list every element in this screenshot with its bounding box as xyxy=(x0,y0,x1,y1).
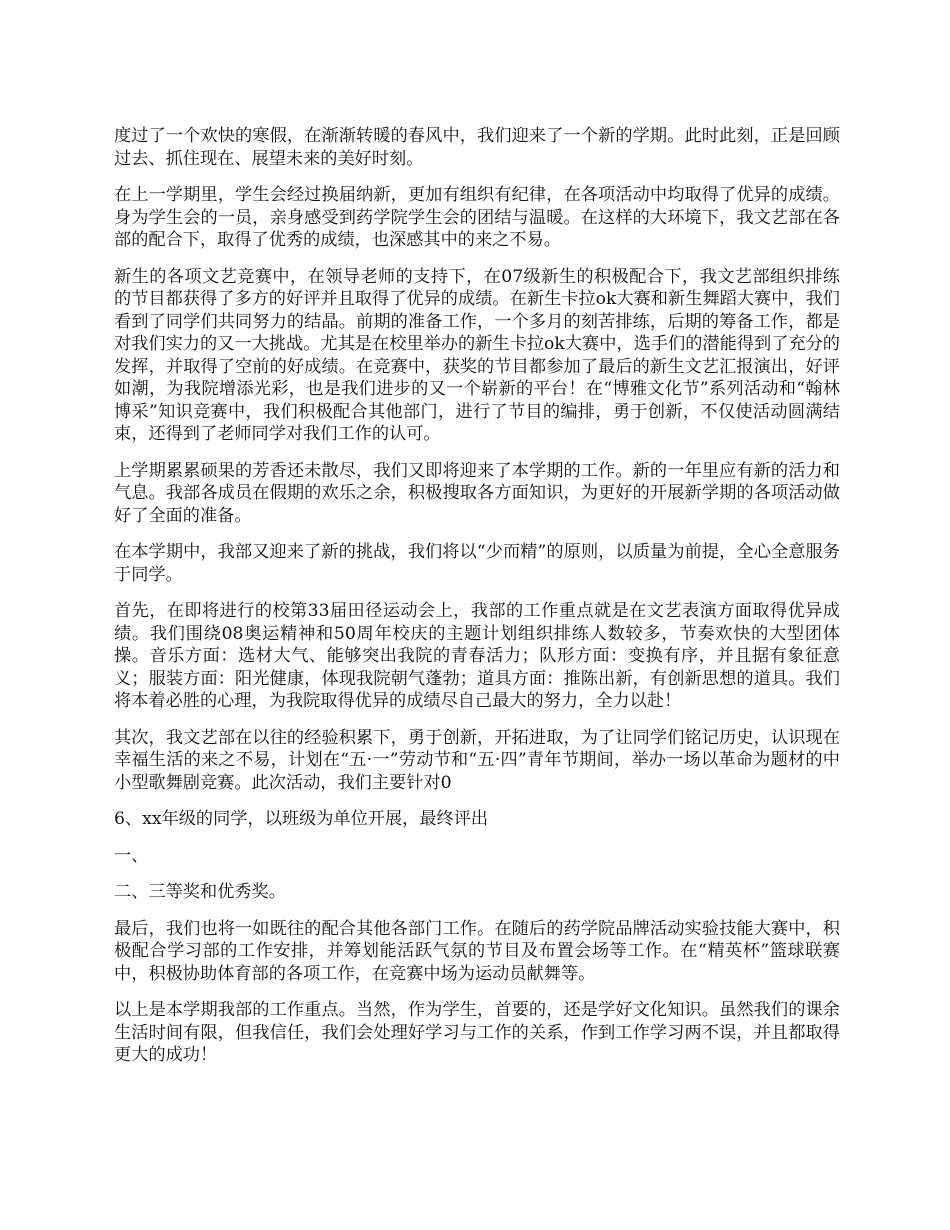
paragraph-first-prize-marker: 一、 xyxy=(114,845,149,866)
paragraph-new-semester-preparation: 上学期累累硕果的芳香还未散尽，我们又即将迎来了本学期的工作。新的一年里应有新的活力和气息。我部各成员在假期的欢乐之余，积极搜取各方面知识，为更好的开展新学期的各项活动做好了全面的准备。 xyxy=(114,460,840,526)
paragraph-last-semester-review: 在上一学期里，学生会经过换届纳新，更加有组织有纪律，在各项活动中均取得了优异的成绩。身为学生会的一员，亲身感受到药学院学生会的团结与温暖。在这样的大环境下，我文艺部在各部的配合下，取得了优秀的成绩，也深感其中的来之不易。 xyxy=(114,185,840,250)
paragraph-second-third-prizes: 二、三等奖和优秀奖。 xyxy=(114,882,286,902)
paragraph-grade-units: 6、xx年级的同学，以班级为单位开展，最终评出 xyxy=(114,809,489,829)
document-body xyxy=(114,125,840,1081)
paragraph-conclusion: 以上是本学期我部的工作重点。当然，作为学生，首要的，还是学好文化知识。虽然我们的课余生活时间有限，但我信任，我们会处理好学习与工作的关系，作到工作学习两不误，并且都取得更大的成功！ xyxy=(114,1000,840,1065)
paragraph-winter-break-intro: 度过了一个欢快的寒假，在渐渐转暖的春风中，我们迎来了一个新的学期。此时此刻，正是回顾过去、抓住现在、展望未来的美好时刻。 xyxy=(114,126,840,169)
paragraph-cooperation-plan: 最后，我们也将一如既往的配合其他各部门工作。在随后的药学院品牌活动实验技能大赛中，积极配合学习部的工作安排，并筹划能活跃气氛的节目及布置会场等工作。在“精英杯”篮球联赛中，积极协助体育部的各项工作，在竞赛中场为运动员献舞等。 xyxy=(114,918,840,984)
paragraph-new-challenges: 在本学期中，我部又迎来了新的挑战，我们将以“少而精”的原则，以质量为前提，全心全意服务于同学。 xyxy=(114,542,840,585)
paragraph-sports-meeting-plan: 首先，在即将进行的校第33届田径运动会上，我部的工作重点就是在文艺表演方面取得优异成绩。我们围绕08奥运精神和50周年校庆的主题计划组织排练人数较多，节奏欢快的大型团体操。音乐方面：选材大气、能够突出我院的青春活力；队形方面：变换有序，并且据有象征意义；服装方面：阳光健康，体现我院朝气蓬勃；道具方面：推陈出新，有创新思想的道具。我们将本着必胜的心理，为我院取得优异的成绩尽自己最大的努力，全力以赴！ xyxy=(114,601,840,711)
paragraph-freshman-competitions: 新生的各项文艺竞赛中，在领导老师的支持下，在07级新生的积极配合下，我文艺部组织排练的节目都获得了多方的好评并且取得了优异的成绩。在新生卡拉ok大赛和新生舞蹈大赛中，我们看到了同学们共同努力的结晶。前期的准备工作，一个多月的刻苦排练，后期的筹备工作，都是对我们实力的又一大挑战。尤其是在校里举办的新生卡拉ok大赛中，选手们的潜能得到了充分的发挥，并取得了空前的好成绩。在竞赛中，获奖的节目都参加了最后的新生文艺汇报演出，好评如潮，为我院增添光彩，也是我们进步的又一个崭新的平台！在“博雅文化节”系列活动和“翰林博采”知识竞赛中，我们积极配合其他部门，进行了节目的编排，勇于创新，不仅使活动圆满结束，还得到了老师同学对我们工作的认可。 xyxy=(114,266,840,444)
paragraph-musical-competition-plan: 其次，我文艺部在以往的经验积累下，勇于创新，开拓进取，为了让同学们铭记历史，认识现在幸福生活的来之不易，计划在“五·一”劳动节和“五·四”青年节期间，举办一场以革命为题材的中小型歌舞剧竞赛。此次活动，我们主要针对0 xyxy=(114,727,840,793)
